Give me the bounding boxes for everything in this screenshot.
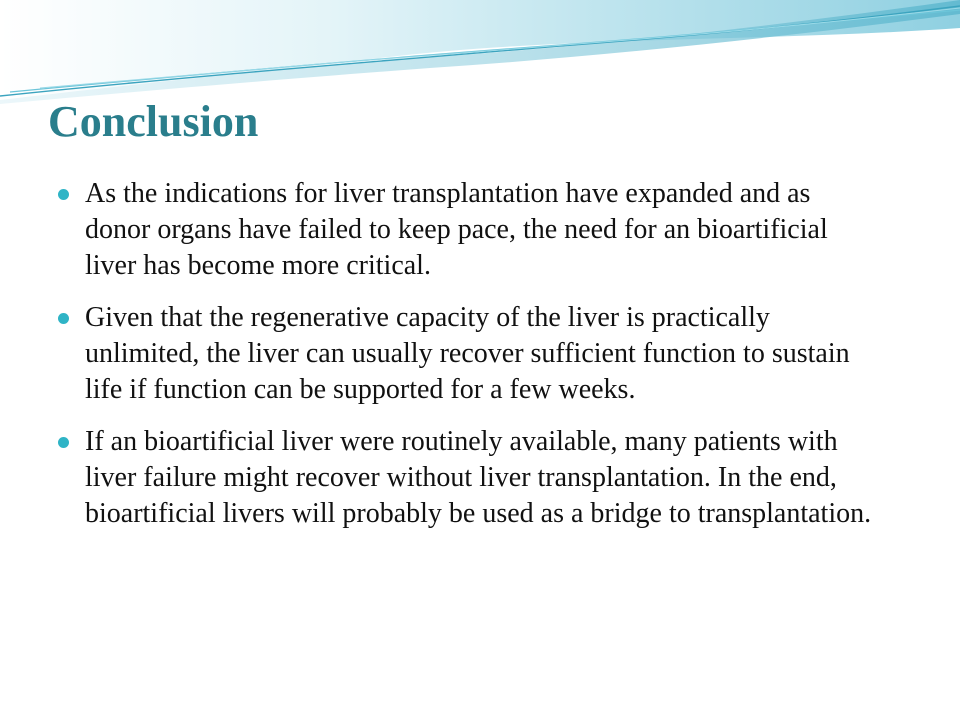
bullet-text: As the indications for liver transplantation have expanded and as donor organs have failed to keep pace, the need for an bioartificial liver has become more critical. bbox=[85, 178, 828, 281]
bullet-item bbox=[58, 424, 878, 532]
bullet-icon bbox=[58, 437, 69, 448]
bullet-list bbox=[58, 176, 878, 548]
bullet-icon bbox=[58, 189, 69, 200]
bullet-item bbox=[58, 176, 878, 284]
bullet-item bbox=[58, 300, 878, 408]
bullet-icon bbox=[58, 313, 69, 324]
bullet-text: Given that the regenerative capacity of the liver is practically unlimited, the liver can usually recover sufficient function to sustain life if function can be supported for a few weeks. bbox=[85, 302, 850, 405]
bullet-text: If an bioartificial liver were routinely available, many patients with liver failure might recover without liver transplantation. In the end, bioartificial livers will probably be used as a bridge to transplantation. bbox=[85, 426, 872, 529]
slide-title: Conclusion bbox=[48, 97, 259, 146]
